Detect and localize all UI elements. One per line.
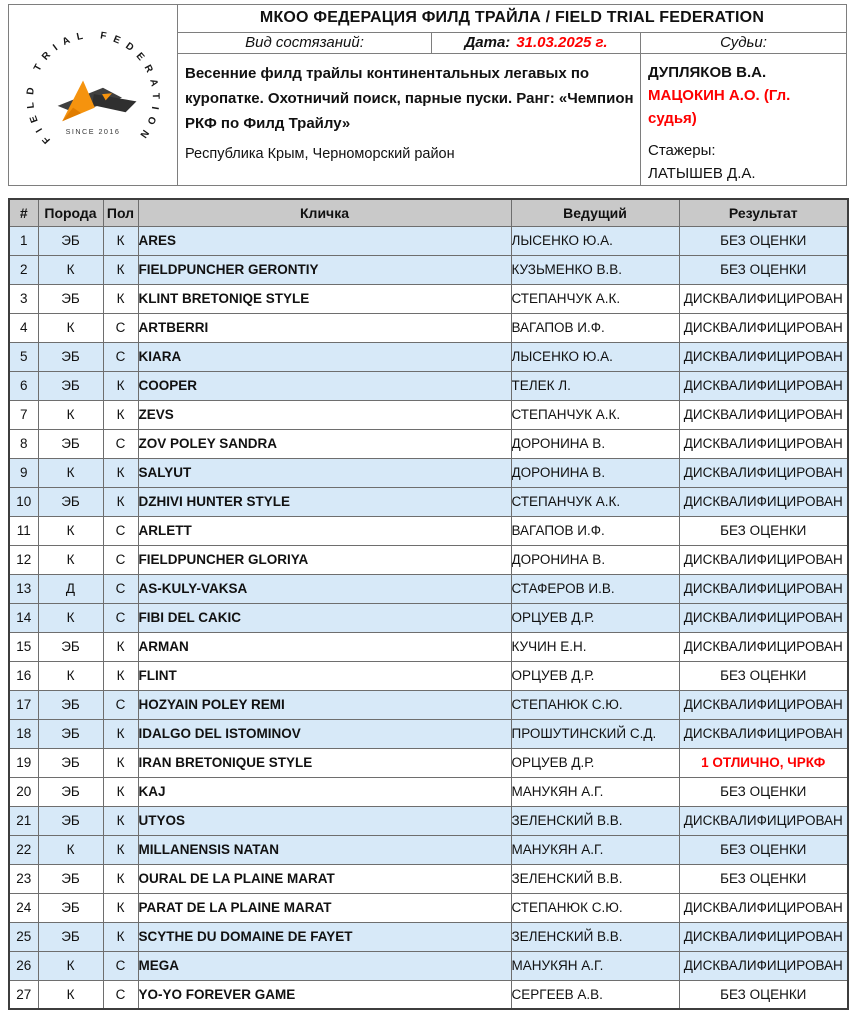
cell-breed: К (38, 516, 103, 545)
cell-result: ДИСКВАЛИФИЦИРОВАН (679, 487, 848, 516)
cell-handler: ДОРОНИНА В. (511, 429, 679, 458)
cell-num: 4 (9, 313, 38, 342)
cell-num: 17 (9, 690, 38, 719)
cell-breed: К (38, 255, 103, 284)
cell-breed: К (38, 545, 103, 574)
cell-handler: МАНУКЯН А.Г. (511, 835, 679, 864)
cell-name: IDALGO DEL ISTOMINOV (138, 719, 511, 748)
cell-result: БЕЗ ОЦЕНКИ (679, 255, 848, 284)
table-row (9, 980, 848, 1009)
header-right (178, 5, 846, 185)
judges-label: Судьи: (720, 34, 767, 52)
logo-cell (9, 5, 178, 185)
table-row (9, 632, 848, 661)
cell-sex: С (103, 690, 138, 719)
cell-result: БЕЗ ОЦЕНКИ (679, 226, 848, 255)
cell-sex: С (103, 429, 138, 458)
cell-name: ARES (138, 226, 511, 255)
cell-breed: ЭБ (38, 777, 103, 806)
cell-name: KLINT BRETONIQE STYLE (138, 284, 511, 313)
cell-breed: К (38, 458, 103, 487)
cell-result: БЕЗ ОЦЕНКИ (679, 516, 848, 545)
date-label: Дата: (464, 34, 511, 52)
cell-breed: ЭБ (38, 429, 103, 458)
cell-handler: ОРЦУЕВ Д.Р. (511, 748, 679, 777)
table-row (9, 951, 848, 980)
cell-handler: КУЗЬМЕНКО В.В. (511, 255, 679, 284)
cell-handler: ВАГАПОВ И.Ф. (511, 313, 679, 342)
table-row (9, 458, 848, 487)
cell-handler: ПРОШУТИНСКИЙ С.Д. (511, 719, 679, 748)
cell-name: ZOV POLEY SANDRA (138, 429, 511, 458)
table-row (9, 516, 848, 545)
cell-result: ДИСКВАЛИФИЦИРОВАН (679, 342, 848, 371)
header-content-row (178, 54, 846, 185)
federation-logo-icon (16, 13, 170, 177)
cell-result: ДИСКВАЛИФИЦИРОВАН (679, 371, 848, 400)
cell-result: 1 ОТЛИЧНО, ЧРКФ (679, 748, 848, 777)
cell-sex: К (103, 661, 138, 690)
cell-name: MEGA (138, 951, 511, 980)
col-header-result: Результат (679, 199, 848, 226)
col-header-sex: Пол (103, 199, 138, 226)
competition-type-cell (178, 33, 432, 53)
cell-sex: С (103, 574, 138, 603)
cell-handler: ДОРОНИНА В. (511, 458, 679, 487)
cell-breed: К (38, 661, 103, 690)
cell-sex: К (103, 632, 138, 661)
cell-name: UTYOS (138, 806, 511, 835)
meta-row (178, 33, 846, 54)
cell-num: 25 (9, 922, 38, 951)
cell-num: 15 (9, 632, 38, 661)
cell-result: ДИСКВАЛИФИЦИРОВАН (679, 400, 848, 429)
cell-result: ДИСКВАЛИФИЦИРОВАН (679, 284, 848, 313)
table-row (9, 545, 848, 574)
judge-name-1: ДУПЛЯКОВ В.А. (648, 64, 767, 81)
cell-breed: ЭБ (38, 487, 103, 516)
chief-judge-name: МАЦОКИН А.О. (Гл. судья) (648, 87, 791, 127)
date-cell (432, 33, 641, 53)
col-header-name: Кличка (138, 199, 511, 226)
cell-num: 20 (9, 777, 38, 806)
cell-name: FIBI DEL CAKIC (138, 603, 511, 632)
cell-result: ДИСКВАЛИФИЦИРОВАН (679, 603, 848, 632)
cell-sex: С (103, 516, 138, 545)
cell-name: MILLANENSIS NATAN (138, 835, 511, 864)
cell-sex: С (103, 342, 138, 371)
cell-name: KIARA (138, 342, 511, 371)
cell-breed: ЭБ (38, 690, 103, 719)
cell-handler: ОРЦУЕВ Д.Р. (511, 661, 679, 690)
cell-result: ДИСКВАЛИФИЦИРОВАН (679, 719, 848, 748)
cell-sex: К (103, 284, 138, 313)
cell-handler: ЗЕЛЕНСКИЙ В.В. (511, 922, 679, 951)
date-value: 31.03.2025 г. (516, 34, 608, 52)
table-row (9, 342, 848, 371)
cell-num: 27 (9, 980, 38, 1009)
cell-name: ARTBERRI (138, 313, 511, 342)
cell-handler: СТЕПАНЧУК А.К. (511, 284, 679, 313)
table-row (9, 371, 848, 400)
cell-result: ДИСКВАЛИФИЦИРОВАН (679, 545, 848, 574)
cell-sex: С (103, 980, 138, 1009)
cell-sex: К (103, 719, 138, 748)
cell-breed: К (38, 980, 103, 1009)
cell-num: 24 (9, 893, 38, 922)
cell-handler: МАНУКЯН А.Г. (511, 777, 679, 806)
cell-sex: К (103, 806, 138, 835)
trainee-name-1: ЛАТЫШЕВ Д.А. (648, 165, 756, 182)
cell-handler: ЛЫСЕНКО Ю.А. (511, 226, 679, 255)
table-row (9, 313, 848, 342)
table-row (9, 806, 848, 835)
cell-name: SCYTHE DU DOMAINE DE FAYET (138, 922, 511, 951)
cell-breed: ЭБ (38, 893, 103, 922)
cell-sex: К (103, 777, 138, 806)
cell-breed: К (38, 313, 103, 342)
cell-breed: ЭБ (38, 632, 103, 661)
cell-breed: ЭБ (38, 922, 103, 951)
cell-name: DZHIVI HUNTER STYLE (138, 487, 511, 516)
federation-title: МКОО ФЕДЕРАЦИЯ ФИЛД ТРАЙЛА / FIELD TRIAL FEDERATION (178, 5, 846, 33)
table-row (9, 690, 848, 719)
logo-since-text: SINCE 2016 (65, 126, 121, 136)
table-row (9, 429, 848, 458)
judges-spacer (648, 130, 842, 139)
cell-name: OURAL DE LA PLAINE MARAT (138, 864, 511, 893)
cell-sex: К (103, 371, 138, 400)
cell-handler: ДОРОНИНА В. (511, 545, 679, 574)
cell-num: 1 (9, 226, 38, 255)
cell-handler: СТЕПАНЧУК А.К. (511, 487, 679, 516)
cell-sex: К (103, 400, 138, 429)
cell-num: 14 (9, 603, 38, 632)
cell-num: 16 (9, 661, 38, 690)
cell-result: БЕЗ ОЦЕНКИ (679, 777, 848, 806)
cell-name: FIELDPUNCHER GLORIYA (138, 545, 511, 574)
cell-result: ДИСКВАЛИФИЦИРОВАН (679, 951, 848, 980)
cell-breed: ЭБ (38, 284, 103, 313)
table-row (9, 835, 848, 864)
col-header-handler: Ведущий (511, 199, 679, 226)
cell-breed: К (38, 835, 103, 864)
cell-sex: К (103, 893, 138, 922)
cell-name: KAJ (138, 777, 511, 806)
cell-num: 23 (9, 864, 38, 893)
table-row (9, 777, 848, 806)
table-row (9, 574, 848, 603)
cell-result: БЕЗ ОЦЕНКИ (679, 835, 848, 864)
cell-name: YO-YO FOREVER GAME (138, 980, 511, 1009)
cell-handler: ЗЕЛЕНСКИЙ В.В. (511, 864, 679, 893)
cell-num: 6 (9, 371, 38, 400)
cell-handler: ЗЕЛЕНСКИЙ В.В. (511, 806, 679, 835)
table-row (9, 487, 848, 516)
table-row (9, 661, 848, 690)
cell-sex: К (103, 835, 138, 864)
cell-result: ДИСКВАЛИФИЦИРОВАН (679, 313, 848, 342)
cell-name: ZEVS (138, 400, 511, 429)
cell-result: ДИСКВАЛИФИЦИРОВАН (679, 429, 848, 458)
cell-breed: ЭБ (38, 748, 103, 777)
cell-breed: Д (38, 574, 103, 603)
cell-handler: ВАГАПОВ И.Ф. (511, 516, 679, 545)
cell-handler: КУЧИН Е.Н. (511, 632, 679, 661)
cell-num: 3 (9, 284, 38, 313)
cell-result: ДИСКВАЛИФИЦИРОВАН (679, 632, 848, 661)
cell-num: 21 (9, 806, 38, 835)
cell-num: 22 (9, 835, 38, 864)
cell-num: 7 (9, 400, 38, 429)
cell-name: ARMAN (138, 632, 511, 661)
cell-handler: ТЕЛЕК Л. (511, 371, 679, 400)
cell-breed: К (38, 400, 103, 429)
cell-sex: К (103, 487, 138, 516)
cell-num: 12 (9, 545, 38, 574)
cell-num: 11 (9, 516, 38, 545)
col-header-num: # (9, 199, 38, 226)
cell-num: 26 (9, 951, 38, 980)
cell-handler: СТЕПАНЮК С.Ю. (511, 690, 679, 719)
cell-result: ДИСКВАЛИФИЦИРОВАН (679, 690, 848, 719)
cell-handler: МАНУКЯН А.Г. (511, 951, 679, 980)
col-header-breed: Порода (38, 199, 103, 226)
cell-breed: ЭБ (38, 342, 103, 371)
cell-result: ДИСКВАЛИФИЦИРОВАН (679, 458, 848, 487)
cell-sex: К (103, 748, 138, 777)
cell-sex: С (103, 313, 138, 342)
table-row (9, 284, 848, 313)
cell-num: 18 (9, 719, 38, 748)
competition-type-label: Вид состязаний: (245, 34, 364, 52)
cell-sex: С (103, 951, 138, 980)
cell-handler: ОРЦУЕВ Д.Р. (511, 603, 679, 632)
cell-handler: ЛЫСЕНКО Ю.А. (511, 342, 679, 371)
cell-result: ДИСКВАЛИФИЦИРОВАН (679, 893, 848, 922)
cell-num: 8 (9, 429, 38, 458)
judges-list-cell (641, 54, 846, 185)
cell-breed: ЭБ (38, 806, 103, 835)
results-tbody (9, 226, 848, 1009)
cell-name: FIELDPUNCHER GERONTIY (138, 255, 511, 284)
logo-circle-text: FIELD TRIAL FEDERATION (25, 29, 161, 146)
cell-breed: К (38, 951, 103, 980)
cell-sex: К (103, 226, 138, 255)
table-row (9, 226, 848, 255)
table-row (9, 603, 848, 632)
cell-num: 19 (9, 748, 38, 777)
cell-result: БЕЗ ОЦЕНКИ (679, 661, 848, 690)
cell-sex: К (103, 255, 138, 284)
cell-result: ДИСКВАЛИФИЦИРОВАН (679, 806, 848, 835)
cell-result: ДИСКВАЛИФИЦИРОВАН (679, 922, 848, 951)
cell-name: IRAN BRETONIQUE STYLE (138, 748, 511, 777)
table-row (9, 255, 848, 284)
trainees-label: Стажеры: (648, 142, 716, 159)
cell-breed: ЭБ (38, 371, 103, 400)
cell-num: 5 (9, 342, 38, 371)
cell-breed: К (38, 603, 103, 632)
cell-name: ARLETT (138, 516, 511, 545)
cell-sex: К (103, 458, 138, 487)
cell-sex: К (103, 864, 138, 893)
cell-sex: С (103, 545, 138, 574)
cell-handler: СТЕПАНЮК С.Ю. (511, 893, 679, 922)
cell-name: FLINT (138, 661, 511, 690)
cell-sex: С (103, 603, 138, 632)
table-header-row (9, 199, 848, 226)
cell-result: БЕЗ ОЦЕНКИ (679, 864, 848, 893)
cell-num: 9 (9, 458, 38, 487)
table-row (9, 922, 848, 951)
cell-breed: ЭБ (38, 226, 103, 255)
cell-handler: СЕРГЕЕВ А.В. (511, 980, 679, 1009)
cell-name: AS-KULY-VAKSA (138, 574, 511, 603)
cell-name: SALYUT (138, 458, 511, 487)
competition-location: Республика Крым, Черноморский район (185, 146, 455, 162)
cell-breed: ЭБ (38, 719, 103, 748)
cell-name: HOZYAIN POLEY REMI (138, 690, 511, 719)
competition-description: Весенние филд трайлы континентальных легавых по куропатке. Охотничий поиск, парные пуски. Ранг: «Чемпион РКФ по Филд Трайлу» (185, 65, 634, 132)
cell-handler: СТАФЕРОВ И.В. (511, 574, 679, 603)
document-header (8, 4, 847, 186)
table-row (9, 893, 848, 922)
cell-handler: СТЕПАНЧУК А.К. (511, 400, 679, 429)
results-table (8, 198, 849, 1010)
cell-num: 2 (9, 255, 38, 284)
judges-label-cell (641, 33, 846, 53)
table-row (9, 748, 848, 777)
cell-result: БЕЗ ОЦЕНКИ (679, 980, 848, 1009)
table-row (9, 400, 848, 429)
cell-sex: К (103, 922, 138, 951)
cell-name: PARAT DE LA PLAINE MARAT (138, 893, 511, 922)
cell-name: COOPER (138, 371, 511, 400)
cell-breed: ЭБ (38, 864, 103, 893)
table-row (9, 719, 848, 748)
cell-num: 13 (9, 574, 38, 603)
cell-num: 10 (9, 487, 38, 516)
competition-description-cell (178, 54, 641, 185)
table-row (9, 864, 848, 893)
cell-result: ДИСКВАЛИФИЦИРОВАН (679, 574, 848, 603)
